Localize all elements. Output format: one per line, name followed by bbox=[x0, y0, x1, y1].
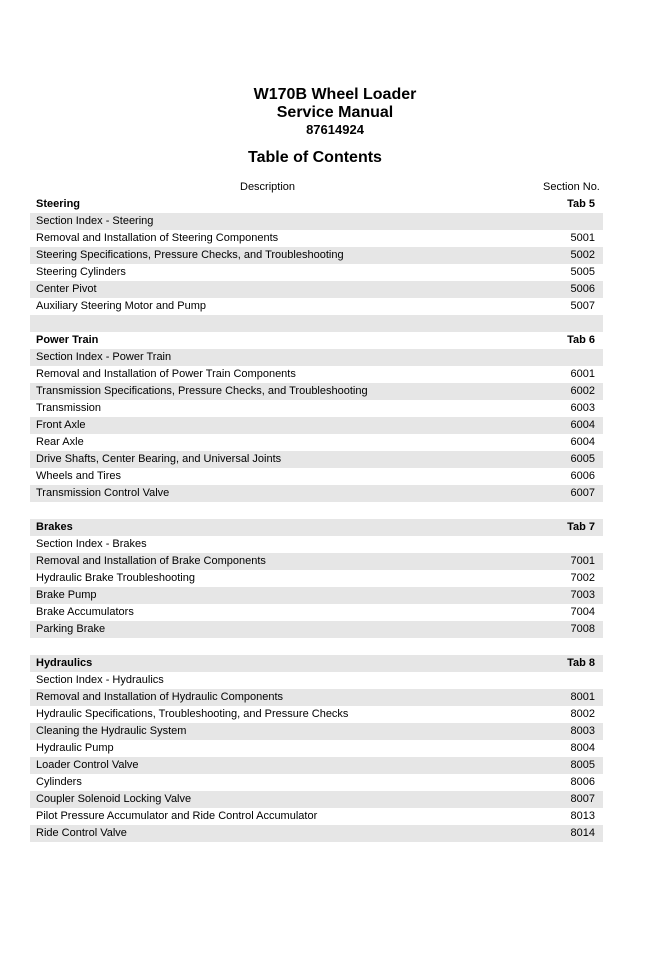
toc-row[interactable] bbox=[30, 672, 603, 689]
toc-row[interactable] bbox=[30, 706, 603, 723]
toc-row[interactable] bbox=[30, 434, 603, 451]
toc-row-section-number: 6003 bbox=[570, 402, 595, 414]
toc-row[interactable] bbox=[30, 400, 603, 417]
toc-row[interactable] bbox=[30, 485, 603, 502]
toc-row[interactable] bbox=[30, 587, 603, 604]
toc-row-description: Power Train bbox=[36, 334, 99, 346]
toc-table bbox=[30, 196, 603, 842]
toc-row-description: Section Index - Brakes bbox=[36, 538, 147, 550]
toc-spacer-row bbox=[30, 315, 603, 332]
toc-row-description: Steering Specifications, Pressure Checks, and Troubleshooting bbox=[36, 249, 344, 261]
toc-row-section-number: 6006 bbox=[570, 470, 595, 482]
toc-row-section-number: 7003 bbox=[570, 589, 595, 601]
toc-section-header[interactable] bbox=[30, 332, 603, 349]
toc-section-header[interactable] bbox=[30, 655, 603, 672]
toc-row[interactable] bbox=[30, 366, 603, 383]
document-number: 87614924 bbox=[306, 122, 364, 137]
toc-row-description: Rear Axle bbox=[36, 436, 84, 448]
toc-row[interactable] bbox=[30, 298, 603, 315]
document-title: W170B Wheel Loader bbox=[253, 86, 417, 103]
toc-spacer-row bbox=[30, 638, 603, 655]
toc-row-description: Coupler Solenoid Locking Valve bbox=[36, 793, 192, 805]
toc-row-description: Hydraulic Specifications, Troubleshooting, and Pressure Checks bbox=[36, 708, 349, 720]
toc-row[interactable] bbox=[30, 383, 603, 400]
toc-row[interactable] bbox=[30, 417, 603, 434]
toc-row-description: Wheels and Tires bbox=[36, 470, 121, 482]
toc-row-description: Removal and Installation of Steering Components bbox=[36, 232, 279, 244]
toc-section-header[interactable] bbox=[30, 519, 603, 536]
toc-row-section-number: 8002 bbox=[570, 708, 595, 720]
toc-row-description: Removal and Installation of Power Train Components bbox=[36, 368, 296, 380]
toc-row-section-number: 8001 bbox=[570, 691, 595, 703]
toc-row-section-number: 6004 bbox=[570, 436, 595, 448]
toc-row-section-number: 8014 bbox=[570, 827, 595, 839]
toc-row-description: Parking Brake bbox=[36, 623, 106, 635]
toc-row[interactable] bbox=[30, 247, 603, 264]
toc-row-section-number: 8005 bbox=[570, 759, 595, 771]
column-header-section: Section No. bbox=[543, 181, 600, 193]
toc-row-section-number: 8006 bbox=[570, 776, 595, 788]
toc-row[interactable] bbox=[30, 621, 603, 638]
toc-row-description: Loader Control Valve bbox=[36, 759, 139, 771]
toc-row[interactable] bbox=[30, 468, 603, 485]
toc-row-description: Cylinders bbox=[36, 776, 82, 788]
toc-row[interactable] bbox=[30, 281, 603, 298]
toc-row-description: Front Axle bbox=[36, 419, 86, 431]
title-block bbox=[0, 86, 670, 138]
toc-spacer-row bbox=[30, 502, 603, 519]
toc-row-description: Section Index - Power Train bbox=[36, 351, 172, 363]
toc-row[interactable] bbox=[30, 774, 603, 791]
toc-row-section-number: 5007 bbox=[570, 300, 595, 312]
column-header-description: Description bbox=[240, 181, 296, 193]
toc-row-section-number: 6004 bbox=[570, 419, 595, 431]
toc-row[interactable] bbox=[30, 213, 603, 230]
toc-row[interactable] bbox=[30, 740, 603, 757]
toc-row-description: Removal and Installation of Brake Components bbox=[36, 555, 266, 567]
toc-row-description: Section Index - Steering bbox=[36, 215, 154, 227]
toc-row-description: Transmission bbox=[36, 402, 101, 414]
toc-row-description: Hydraulic Brake Troubleshooting bbox=[36, 572, 195, 584]
toc-row-section-number: 8004 bbox=[570, 742, 595, 754]
toc-row-section-number: 5001 bbox=[570, 232, 595, 244]
toc-row-section-number: Tab 8 bbox=[567, 657, 595, 669]
toc-row-description: Steering Cylinders bbox=[36, 266, 126, 278]
toc-row[interactable] bbox=[30, 825, 603, 842]
toc-row[interactable] bbox=[30, 451, 603, 468]
toc-row-section-number: 8013 bbox=[570, 810, 595, 822]
toc-row-description: Brakes bbox=[36, 521, 73, 533]
toc-row-section-number: 5005 bbox=[570, 266, 595, 278]
toc-row-description: Hydraulics bbox=[36, 657, 93, 669]
toc-row-description: Steering bbox=[36, 198, 81, 210]
toc-row[interactable] bbox=[30, 349, 603, 366]
toc-row-section-number: 7004 bbox=[570, 606, 595, 618]
toc-row-section-number: 5002 bbox=[570, 249, 595, 261]
toc-row-description: Cleaning the Hydraulic System bbox=[36, 725, 187, 737]
toc-row[interactable] bbox=[30, 553, 603, 570]
toc-row-section-number: 8003 bbox=[570, 725, 595, 737]
toc-row-section-number: Tab 5 bbox=[567, 198, 595, 210]
toc-row-section-number: Tab 7 bbox=[567, 521, 595, 533]
toc-row-section-number: 6007 bbox=[570, 487, 595, 499]
toc-row-description: Hydraulic Pump bbox=[36, 742, 114, 754]
toc-row[interactable] bbox=[30, 230, 603, 247]
toc-row-description: Transmission Control Valve bbox=[36, 487, 170, 499]
toc-row[interactable] bbox=[30, 604, 603, 621]
toc-row[interactable] bbox=[30, 264, 603, 281]
toc-row-section-number: 6002 bbox=[570, 385, 595, 397]
toc-row[interactable] bbox=[30, 808, 603, 825]
toc-row[interactable] bbox=[30, 536, 603, 553]
toc-row-section-number: 5006 bbox=[570, 283, 595, 295]
toc-row-section-number: 6001 bbox=[570, 368, 595, 380]
toc-row-description: Ride Control Valve bbox=[36, 827, 127, 839]
toc-section-header[interactable] bbox=[30, 196, 603, 213]
toc-row[interactable] bbox=[30, 791, 603, 808]
toc-row[interactable] bbox=[30, 570, 603, 587]
toc-row-description: Removal and Installation of Hydraulic Components bbox=[36, 691, 284, 703]
toc-row-description: Drive Shafts, Center Bearing, and Universal Joints bbox=[36, 453, 282, 465]
toc-row-description: Brake Accumulators bbox=[36, 606, 134, 618]
toc-row[interactable] bbox=[30, 757, 603, 774]
toc-row-section-number: 7001 bbox=[570, 555, 595, 567]
toc-row-description: Pilot Pressure Accumulator and Ride Control Accumulator bbox=[36, 810, 318, 822]
toc-row[interactable] bbox=[30, 689, 603, 706]
toc-row-description: Brake Pump bbox=[36, 589, 97, 601]
toc-row-section-number: 8007 bbox=[570, 793, 595, 805]
toc-row-description: Section Index - Hydraulics bbox=[36, 674, 164, 686]
toc-row-section-number: 7002 bbox=[570, 572, 595, 584]
document-subtitle: Service Manual bbox=[276, 104, 394, 121]
toc-row-section-number: 7008 bbox=[570, 623, 595, 635]
toc-row[interactable] bbox=[30, 723, 603, 740]
toc-row-section-number: Tab 6 bbox=[567, 334, 595, 346]
toc-title: Table of Contents bbox=[248, 149, 382, 166]
toc-row-section-number: 6005 bbox=[570, 453, 595, 465]
toc-row-description: Transmission Specifications, Pressure Checks, and Troubleshooting bbox=[36, 385, 368, 397]
toc-row-description: Auxiliary Steering Motor and Pump bbox=[36, 300, 206, 312]
toc-row-description: Center Pivot bbox=[36, 283, 97, 295]
